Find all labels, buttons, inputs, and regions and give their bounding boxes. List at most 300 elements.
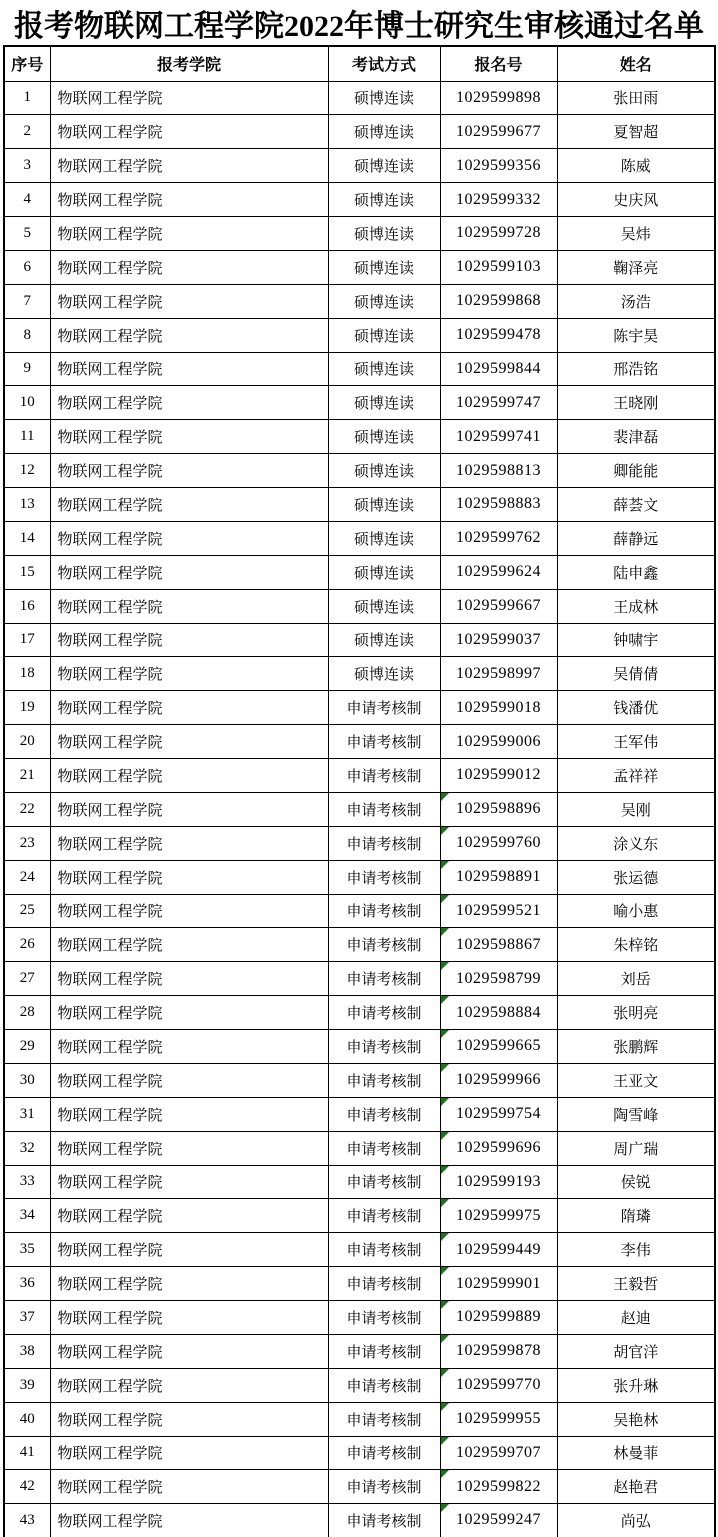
cell-reg-text: 1029599006 xyxy=(456,732,541,750)
cell-reg-text: 1029599037 xyxy=(456,630,541,648)
cell-college-text: 物联网工程学院 xyxy=(57,159,163,176)
cell-college xyxy=(50,1470,328,1504)
cell-no xyxy=(4,759,50,793)
table-row xyxy=(4,1301,715,1335)
cell-college xyxy=(50,1301,328,1335)
cell-college-text: 物联网工程学院 xyxy=(57,904,163,921)
cell-no xyxy=(4,284,50,318)
cell-reg xyxy=(440,792,557,826)
table-row xyxy=(4,1504,715,1537)
cell-no-text: 18 xyxy=(19,665,35,682)
cell-method xyxy=(328,589,440,623)
cell-name-text: 钟啸宇 xyxy=(613,633,659,650)
cell-method xyxy=(328,691,440,725)
cell-method xyxy=(328,318,440,352)
cell-college xyxy=(50,183,328,217)
cell-reg xyxy=(440,284,557,318)
cell-reg xyxy=(440,250,557,284)
col-header-method: 考试方式 xyxy=(328,46,440,81)
cell-reg-text: 1029599449 xyxy=(456,1240,541,1258)
cell-name xyxy=(557,691,715,725)
cell-reg-text: 1029598813 xyxy=(456,461,541,479)
cell-name-text: 涂义东 xyxy=(613,836,659,853)
cell-name-text: 王军伟 xyxy=(613,735,659,752)
number-as-text-flag-icon xyxy=(441,1233,449,1241)
cell-college-text: 物联网工程学院 xyxy=(57,464,163,481)
cell-method xyxy=(328,1030,440,1064)
cell-name xyxy=(557,1504,715,1537)
table-row xyxy=(4,1030,715,1064)
cell-name-text: 薛荟文 xyxy=(613,497,659,514)
cell-name-text: 陶雪峰 xyxy=(613,1107,659,1124)
cell-college-text: 物联网工程学院 xyxy=(57,226,163,243)
cell-method xyxy=(328,623,440,657)
cell-reg-text: 1029599822 xyxy=(456,1477,541,1495)
number-as-text-flag-icon xyxy=(441,1199,449,1207)
cell-college-text: 物联网工程学院 xyxy=(57,667,163,684)
cell-no-text: 17 xyxy=(19,631,35,648)
cell-name xyxy=(557,1402,715,1436)
cell-no xyxy=(4,657,50,691)
number-as-text-flag-icon xyxy=(441,1166,449,1174)
number-as-text-flag-icon xyxy=(441,996,449,1004)
cell-no-text: 27 xyxy=(19,970,35,987)
cell-college-text: 物联网工程学院 xyxy=(57,294,163,311)
cell-college-text: 物联网工程学院 xyxy=(57,1209,163,1226)
cell-no xyxy=(4,115,50,149)
cell-method-text: 硕博连读 xyxy=(353,91,414,108)
cell-college-text: 物联网工程学院 xyxy=(57,1141,163,1158)
cell-reg xyxy=(440,1436,557,1470)
cell-college xyxy=(50,1131,328,1165)
cell-no xyxy=(4,386,50,420)
cell-reg-text: 1029598867 xyxy=(456,935,541,953)
cell-name-text: 林曼菲 xyxy=(613,1446,659,1463)
cell-no-text: 11 xyxy=(20,428,35,445)
number-as-text-flag-icon xyxy=(441,1064,449,1072)
cell-name xyxy=(557,284,715,318)
cell-name-text: 王亚文 xyxy=(613,1073,659,1090)
cell-name xyxy=(557,759,715,793)
cell-no-text: 19 xyxy=(19,699,35,716)
cell-name xyxy=(557,623,715,657)
cell-name xyxy=(557,589,715,623)
cell-method-text: 申请考核制 xyxy=(346,1480,422,1497)
cell-no-text: 10 xyxy=(19,394,35,411)
cell-reg xyxy=(440,657,557,691)
cell-name xyxy=(557,149,715,183)
cell-method xyxy=(328,1131,440,1165)
cell-reg xyxy=(440,928,557,962)
cell-reg xyxy=(440,183,557,217)
cell-method xyxy=(328,826,440,860)
table-row xyxy=(4,1334,715,1368)
cell-reg-text: 1029599677 xyxy=(456,122,541,140)
cell-reg xyxy=(440,1504,557,1537)
cell-method-text: 硕博连读 xyxy=(353,328,414,345)
cell-college-text: 物联网工程学院 xyxy=(57,396,163,413)
table-row xyxy=(4,318,715,352)
cell-method-text: 申请考核制 xyxy=(346,1378,422,1395)
cell-name xyxy=(557,454,715,488)
cell-name-text: 刘岳 xyxy=(620,972,651,989)
cell-reg xyxy=(440,386,557,420)
cell-college xyxy=(50,81,328,115)
cell-name-text: 钱潘优 xyxy=(613,701,659,718)
cell-reg xyxy=(440,1334,557,1368)
cell-method-text: 申请考核制 xyxy=(346,972,422,989)
cell-reg xyxy=(440,860,557,894)
cell-method-text: 硕博连读 xyxy=(353,193,414,210)
cell-college-text: 物联网工程学院 xyxy=(57,1446,163,1463)
number-as-text-flag-icon xyxy=(441,895,449,903)
cell-college xyxy=(50,792,328,826)
cell-method xyxy=(328,657,440,691)
cell-reg xyxy=(440,521,557,555)
cell-college-text: 物联网工程学院 xyxy=(57,1513,163,1530)
cell-method-text: 硕博连读 xyxy=(353,633,414,650)
cell-college xyxy=(50,1504,328,1537)
cell-no xyxy=(4,81,50,115)
cell-method-text: 申请考核制 xyxy=(346,1412,422,1429)
cell-name xyxy=(557,826,715,860)
cell-college-text: 物联网工程学院 xyxy=(57,768,163,785)
cell-no xyxy=(4,1097,50,1131)
table-row xyxy=(4,759,715,793)
cell-name-text: 鞠泽亮 xyxy=(613,260,659,277)
cell-college-text: 物联网工程学院 xyxy=(57,531,163,548)
cell-method-text: 硕博连读 xyxy=(353,565,414,582)
cell-no xyxy=(4,860,50,894)
cell-name xyxy=(557,1030,715,1064)
cell-name-text: 朱梓铭 xyxy=(613,938,659,955)
table-row xyxy=(4,1199,715,1233)
number-as-text-flag-icon xyxy=(441,861,449,869)
cell-method xyxy=(328,1368,440,1402)
cell-college xyxy=(50,1334,328,1368)
cell-college-text: 物联网工程学院 xyxy=(57,125,163,142)
cell-method-text: 申请考核制 xyxy=(346,1209,422,1226)
cell-method xyxy=(328,759,440,793)
table-row xyxy=(4,1368,715,1402)
cell-reg xyxy=(440,759,557,793)
table-row xyxy=(4,386,715,420)
cell-name xyxy=(557,318,715,352)
cell-college xyxy=(50,217,328,251)
cell-college-text: 物联网工程学院 xyxy=(57,1277,163,1294)
cell-college xyxy=(50,1402,328,1436)
cell-college-text: 物联网工程学院 xyxy=(57,565,163,582)
cell-reg xyxy=(440,894,557,928)
cell-method xyxy=(328,1436,440,1470)
cell-no-text: 4 xyxy=(23,191,31,208)
cell-no xyxy=(4,1470,50,1504)
cell-college xyxy=(50,860,328,894)
table-row xyxy=(4,1436,715,1470)
cell-college-text: 物联网工程学院 xyxy=(57,328,163,345)
table-row xyxy=(4,115,715,149)
cell-reg xyxy=(440,454,557,488)
cell-method-text: 申请考核制 xyxy=(346,802,422,819)
table-row xyxy=(4,792,715,826)
cell-reg-text: 1029599707 xyxy=(456,1443,541,1461)
cell-no-text: 6 xyxy=(23,258,31,275)
cell-reg-text: 1029599521 xyxy=(456,901,541,919)
cell-name-text: 裴津磊 xyxy=(613,430,659,447)
cell-reg-text: 1029599878 xyxy=(456,1342,541,1360)
cell-college xyxy=(50,1199,328,1233)
cell-no-text: 14 xyxy=(19,529,35,546)
cell-no xyxy=(4,928,50,962)
cell-reg xyxy=(440,149,557,183)
cell-no-text: 16 xyxy=(19,597,35,614)
cell-reg-text: 1029599762 xyxy=(456,529,541,547)
cell-no xyxy=(4,1030,50,1064)
cell-method xyxy=(328,284,440,318)
cell-no xyxy=(4,1199,50,1233)
cell-method xyxy=(328,1470,440,1504)
cell-name xyxy=(557,928,715,962)
cell-reg xyxy=(440,1097,557,1131)
cell-no-text: 28 xyxy=(19,1004,35,1021)
cell-name xyxy=(557,488,715,522)
cell-name-text: 王毅哲 xyxy=(613,1277,659,1294)
cell-reg xyxy=(440,1063,557,1097)
cell-no xyxy=(4,488,50,522)
cell-college-text: 物联网工程学院 xyxy=(57,938,163,955)
cell-reg xyxy=(440,826,557,860)
cell-reg xyxy=(440,115,557,149)
cell-method xyxy=(328,1199,440,1233)
cell-method-text: 硕博连读 xyxy=(353,294,414,311)
cell-method xyxy=(328,217,440,251)
cell-name xyxy=(557,1334,715,1368)
cell-college-text: 物联网工程学院 xyxy=(57,497,163,514)
cell-name-text: 张鹏辉 xyxy=(613,1039,659,1056)
cell-name-text: 张明亮 xyxy=(613,1006,659,1023)
cell-name-text: 汤浩 xyxy=(620,294,651,311)
table-row xyxy=(4,454,715,488)
cell-college xyxy=(50,1030,328,1064)
cell-method-text: 申请考核制 xyxy=(346,1446,422,1463)
cell-name xyxy=(557,386,715,420)
table-row xyxy=(4,1097,715,1131)
cell-college-text: 物联网工程学院 xyxy=(57,91,163,108)
cell-method xyxy=(328,1233,440,1267)
cell-reg-text: 1029599760 xyxy=(456,834,541,852)
number-as-text-flag-icon xyxy=(441,1369,449,1377)
cell-method xyxy=(328,250,440,284)
cell-method xyxy=(328,894,440,928)
col-header-reg: 报名号 xyxy=(440,46,557,81)
cell-name-text: 周广瑞 xyxy=(613,1141,659,1158)
cell-method xyxy=(328,420,440,454)
cell-no-text: 21 xyxy=(19,766,35,783)
cell-method-text: 硕博连读 xyxy=(353,497,414,514)
number-as-text-flag-icon xyxy=(441,1132,449,1140)
cell-reg-text: 1029599754 xyxy=(456,1105,541,1123)
cell-reg-text: 1029599844 xyxy=(456,359,541,377)
cell-college-text: 物联网工程学院 xyxy=(57,1243,163,1260)
cell-reg xyxy=(440,1131,557,1165)
cell-no xyxy=(4,420,50,454)
table-row xyxy=(4,725,715,759)
cell-name xyxy=(557,81,715,115)
cell-no-text: 20 xyxy=(19,733,35,750)
cell-college xyxy=(50,623,328,657)
cell-no-text: 25 xyxy=(19,902,35,919)
cell-reg-text: 1029599478 xyxy=(456,326,541,344)
cell-college-text: 物联网工程学院 xyxy=(57,701,163,718)
cell-method xyxy=(328,386,440,420)
cell-name xyxy=(557,352,715,386)
cell-college-text: 物联网工程学院 xyxy=(57,1039,163,1056)
cell-name-text: 邢浩铭 xyxy=(613,362,659,379)
cell-name xyxy=(557,996,715,1030)
table-row xyxy=(4,1233,715,1267)
cell-name xyxy=(557,1368,715,1402)
page-title: 报考物联网工程学院2022年博士研究生审核通过名单 xyxy=(14,9,704,43)
cell-name-text: 张升琳 xyxy=(613,1378,659,1395)
cell-method-text: 申请考核制 xyxy=(346,768,422,785)
number-as-text-flag-icon xyxy=(441,1335,449,1343)
cell-no xyxy=(4,1301,50,1335)
table-row xyxy=(4,1165,715,1199)
cell-name xyxy=(557,1233,715,1267)
cell-method-text: 硕博连读 xyxy=(353,464,414,481)
cell-method-text: 硕博连读 xyxy=(353,430,414,447)
table-row xyxy=(4,284,715,318)
cell-no xyxy=(4,1368,50,1402)
table-row xyxy=(4,691,715,725)
cell-reg xyxy=(440,1301,557,1335)
cell-name xyxy=(557,555,715,589)
cell-college-text: 物联网工程学院 xyxy=(57,599,163,616)
cell-reg-text: 1029598799 xyxy=(456,969,541,987)
cell-no xyxy=(4,149,50,183)
cell-college-text: 物联网工程学院 xyxy=(57,260,163,277)
cell-method-text: 申请考核制 xyxy=(346,938,422,955)
cell-college-text: 物联网工程学院 xyxy=(57,735,163,752)
cell-method-text: 硕博连读 xyxy=(353,159,414,176)
cell-name xyxy=(557,1470,715,1504)
cell-college-text: 物联网工程学院 xyxy=(57,1344,163,1361)
cell-reg-text: 1029599193 xyxy=(456,1172,541,1190)
cell-method-text: 硕博连读 xyxy=(353,667,414,684)
cell-reg-text: 1029599247 xyxy=(456,1511,541,1529)
cell-no xyxy=(4,691,50,725)
table-row xyxy=(4,826,715,860)
cell-reg xyxy=(440,1233,557,1267)
cell-no xyxy=(4,1165,50,1199)
cell-college-text: 物联网工程学院 xyxy=(57,1480,163,1497)
cell-no xyxy=(4,792,50,826)
cell-no-text: 36 xyxy=(19,1275,35,1292)
cell-name-text: 侯锐 xyxy=(620,1175,651,1192)
cell-method xyxy=(328,1504,440,1537)
cell-college-text: 物联网工程学院 xyxy=(57,193,163,210)
cell-method-text: 申请考核制 xyxy=(346,1039,422,1056)
cell-name-text: 陆申鑫 xyxy=(613,565,659,582)
cell-method-text: 硕博连读 xyxy=(353,531,414,548)
cell-college xyxy=(50,454,328,488)
cell-college xyxy=(50,386,328,420)
cell-method xyxy=(328,555,440,589)
cell-college xyxy=(50,149,328,183)
cell-no-text: 39 xyxy=(19,1376,35,1393)
cell-method-text: 申请考核制 xyxy=(346,1107,422,1124)
cell-no-text: 26 xyxy=(19,936,35,953)
cell-no xyxy=(4,183,50,217)
cell-method-text: 硕博连读 xyxy=(353,125,414,142)
cell-no-text: 15 xyxy=(19,563,35,580)
cell-reg xyxy=(440,996,557,1030)
cell-method-text: 硕博连读 xyxy=(353,226,414,243)
number-as-text-flag-icon xyxy=(441,1437,449,1445)
cell-reg-text: 1029599667 xyxy=(456,597,541,615)
cell-method xyxy=(328,860,440,894)
cell-reg xyxy=(440,1470,557,1504)
cell-college xyxy=(50,928,328,962)
cell-method-text: 申请考核制 xyxy=(346,904,422,921)
number-as-text-flag-icon xyxy=(441,1030,449,1038)
cell-reg xyxy=(440,488,557,522)
cell-method xyxy=(328,1334,440,1368)
cell-name-text: 卿能能 xyxy=(613,464,659,481)
cell-name xyxy=(557,1436,715,1470)
cell-name xyxy=(557,1267,715,1301)
cell-method xyxy=(328,1063,440,1097)
cell-reg-text: 1029599747 xyxy=(456,393,541,411)
table-row xyxy=(4,860,715,894)
cell-method-text: 申请考核制 xyxy=(346,735,422,752)
cell-college-text: 物联网工程学院 xyxy=(57,870,163,887)
cell-method-text: 硕博连读 xyxy=(353,599,414,616)
cell-name xyxy=(557,420,715,454)
cell-name-text: 吴艳林 xyxy=(613,1412,659,1429)
cell-name-text: 李伟 xyxy=(620,1243,651,1260)
cell-name-text: 吴倩倩 xyxy=(613,667,659,684)
cell-method-text: 申请考核制 xyxy=(346,1141,422,1158)
cell-method xyxy=(328,115,440,149)
cell-no-text: 5 xyxy=(23,224,31,241)
cell-reg xyxy=(440,1199,557,1233)
cell-name-text: 薛静远 xyxy=(613,531,659,548)
cell-name-text: 夏智超 xyxy=(613,125,659,142)
cell-college-text: 物联网工程学院 xyxy=(57,972,163,989)
cell-name-text: 王晓刚 xyxy=(613,396,659,413)
cell-college-text: 物联网工程学院 xyxy=(57,430,163,447)
cell-reg-text: 1029599624 xyxy=(456,563,541,581)
cell-college xyxy=(50,115,328,149)
cell-college xyxy=(50,894,328,928)
cell-college xyxy=(50,1097,328,1131)
cell-reg-text: 1029599975 xyxy=(456,1206,541,1224)
table-row xyxy=(4,352,715,386)
cell-college-text: 物联网工程学院 xyxy=(57,1107,163,1124)
cell-college-text: 物联网工程学院 xyxy=(57,1378,163,1395)
cell-name-text: 孟祥祥 xyxy=(613,768,659,785)
cell-college xyxy=(50,691,328,725)
cell-no xyxy=(4,1402,50,1436)
cell-name-text: 陈威 xyxy=(620,159,651,176)
cell-name xyxy=(557,894,715,928)
cell-method-text: 申请考核制 xyxy=(346,1344,422,1361)
cell-no-text: 31 xyxy=(19,1105,35,1122)
cell-reg-text: 1029599741 xyxy=(456,427,541,445)
cell-no xyxy=(4,826,50,860)
cell-reg-text: 1029599901 xyxy=(456,1274,541,1292)
